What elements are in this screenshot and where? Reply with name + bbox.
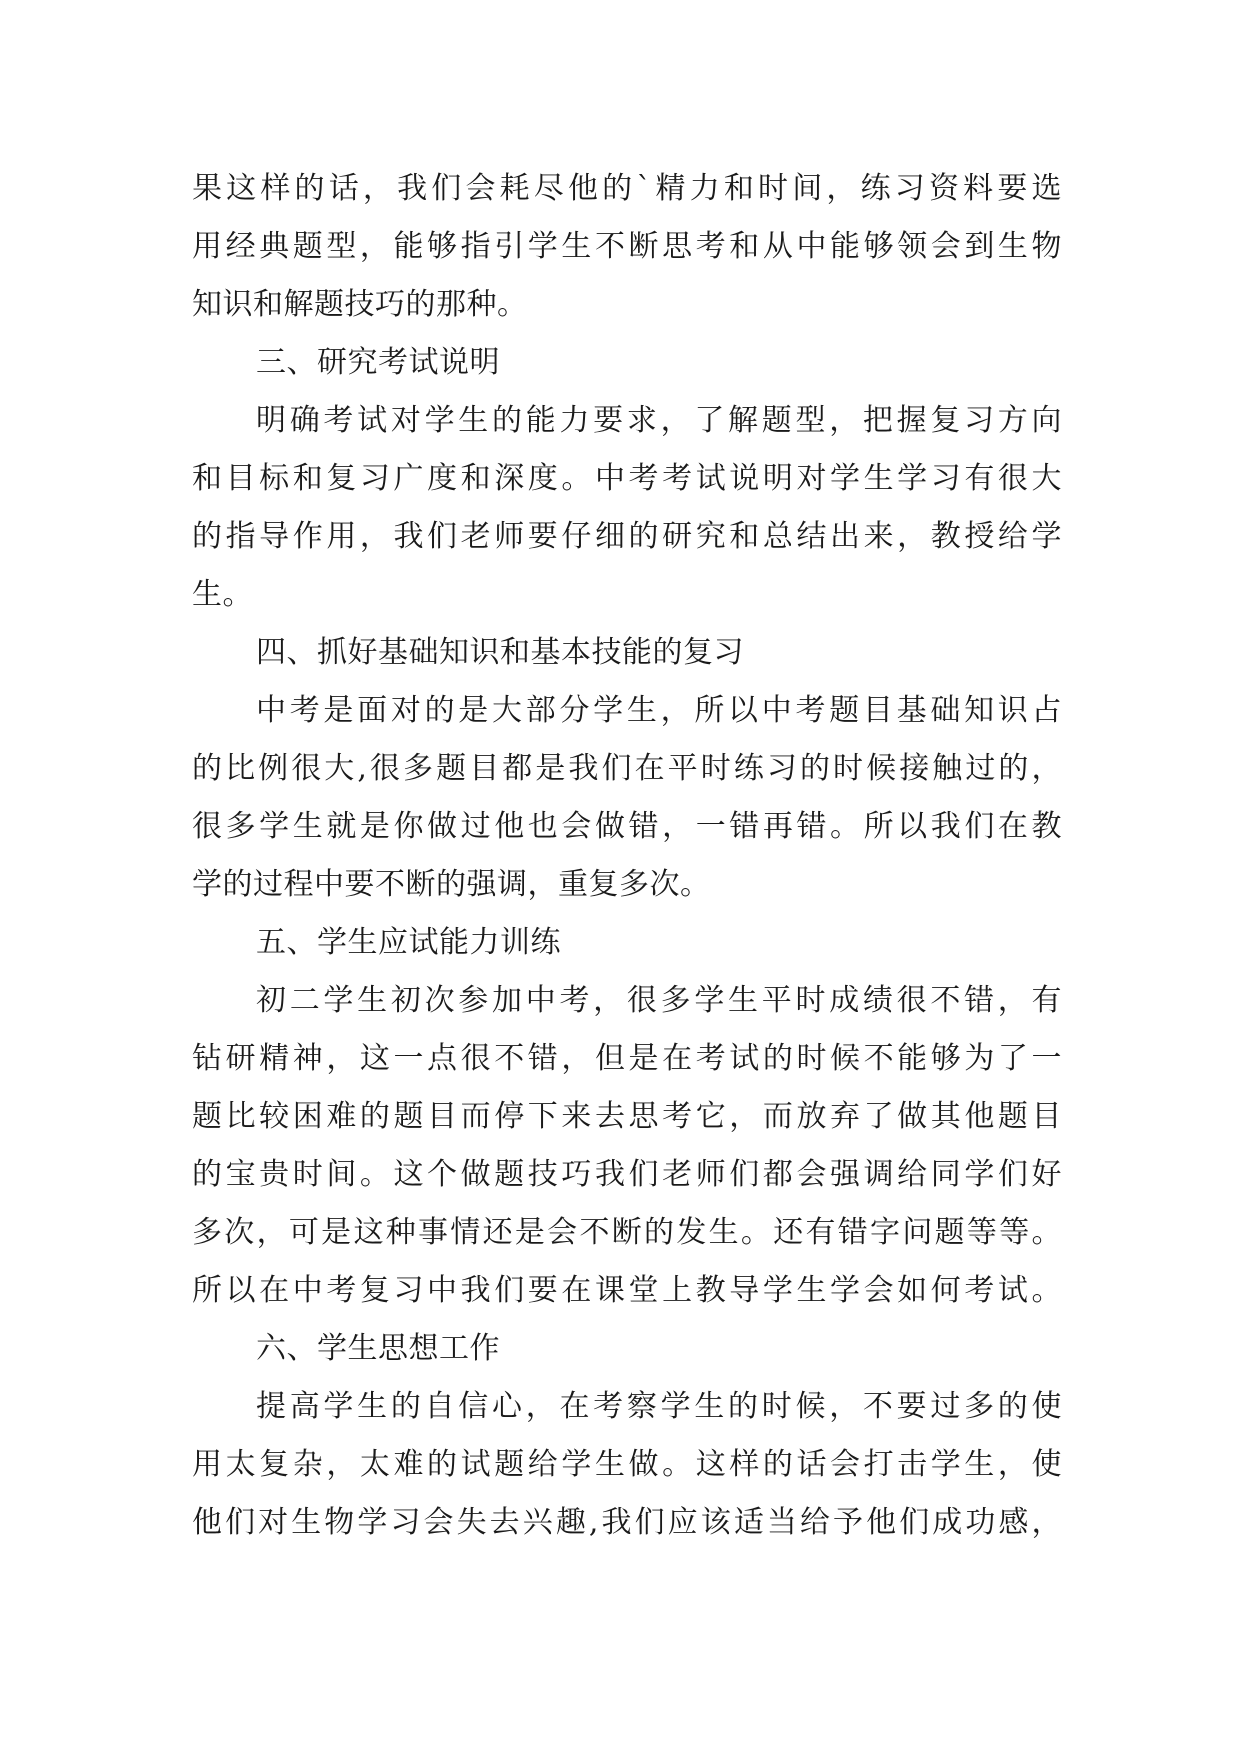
text-line: 学的过程中要不断的强调，重复多次。 (192, 867, 711, 902)
text-line: 所以在中考复习中我们要在课堂上教导学生学会如何考试。 (192, 1273, 1062, 1308)
text-line: 和目标和复习广度和深度。中考考试说明对学生学习有很大 (192, 461, 1062, 496)
text-line: 题比较困难的题目而停下来去思考它，而放弃了做其他题目 (192, 1099, 1062, 1134)
text-line: 钻研精神，这一点很不错，但是在考试的时候不能够为了一 (192, 1041, 1062, 1076)
section-heading-3: 三、研究考试说明 (256, 345, 500, 380)
paragraph-first-line: 中考是面对的是大部分学生，所以中考题目基础知识占 (256, 693, 1062, 728)
text-line: 知识和解题技巧的那种。 (192, 287, 528, 322)
paragraph-first-line: 提高学生的自信心，在考察学生的时候，不要过多的使 (256, 1389, 1062, 1424)
text-line: 的指导作用，我们老师要仔细的研究和总结出来，教授给学 (192, 519, 1062, 554)
text-line: 的宝贵时间。这个做题技巧我们老师们都会强调给同学们好 (192, 1157, 1062, 1192)
section-heading-4: 四、抓好基础知识和基本技能的复习 (256, 635, 744, 670)
text-line: 用太复杂，太难的试题给学生做。这样的话会打击学生，使 (192, 1447, 1062, 1482)
text-line: 多次，可是这种事情还是会不断的发生。还有错字问题等等。 (192, 1215, 1062, 1250)
paragraph-first-line: 初二学生初次参加中考，很多学生平时成绩很不错，有 (256, 983, 1062, 1018)
text-line: 他们对生物学习会失去兴趣,我们应该适当给予他们成功感， (192, 1505, 1062, 1540)
text-line: 果这样的话，我们会耗尽他的`精力和时间，练习资料要选 (192, 171, 1062, 206)
text-line: 的比例很大,很多题目都是我们在平时练习的时候接触过的， (192, 751, 1062, 786)
text-line: 生。 (192, 577, 253, 612)
section-heading-6: 六、学生思想工作 (256, 1331, 500, 1366)
text-line: 用经典题型，能够指引学生不断思考和从中能够领会到生物 (192, 229, 1062, 264)
text-line: 很多学生就是你做过他也会做错，一错再错。所以我们在教 (192, 809, 1062, 844)
paragraph-first-line: 明确考试对学生的能力要求，了解题型，把握复习方向 (256, 403, 1062, 438)
document-page (192, 160, 1062, 1552)
section-heading-5: 五、学生应试能力训练 (256, 925, 561, 960)
